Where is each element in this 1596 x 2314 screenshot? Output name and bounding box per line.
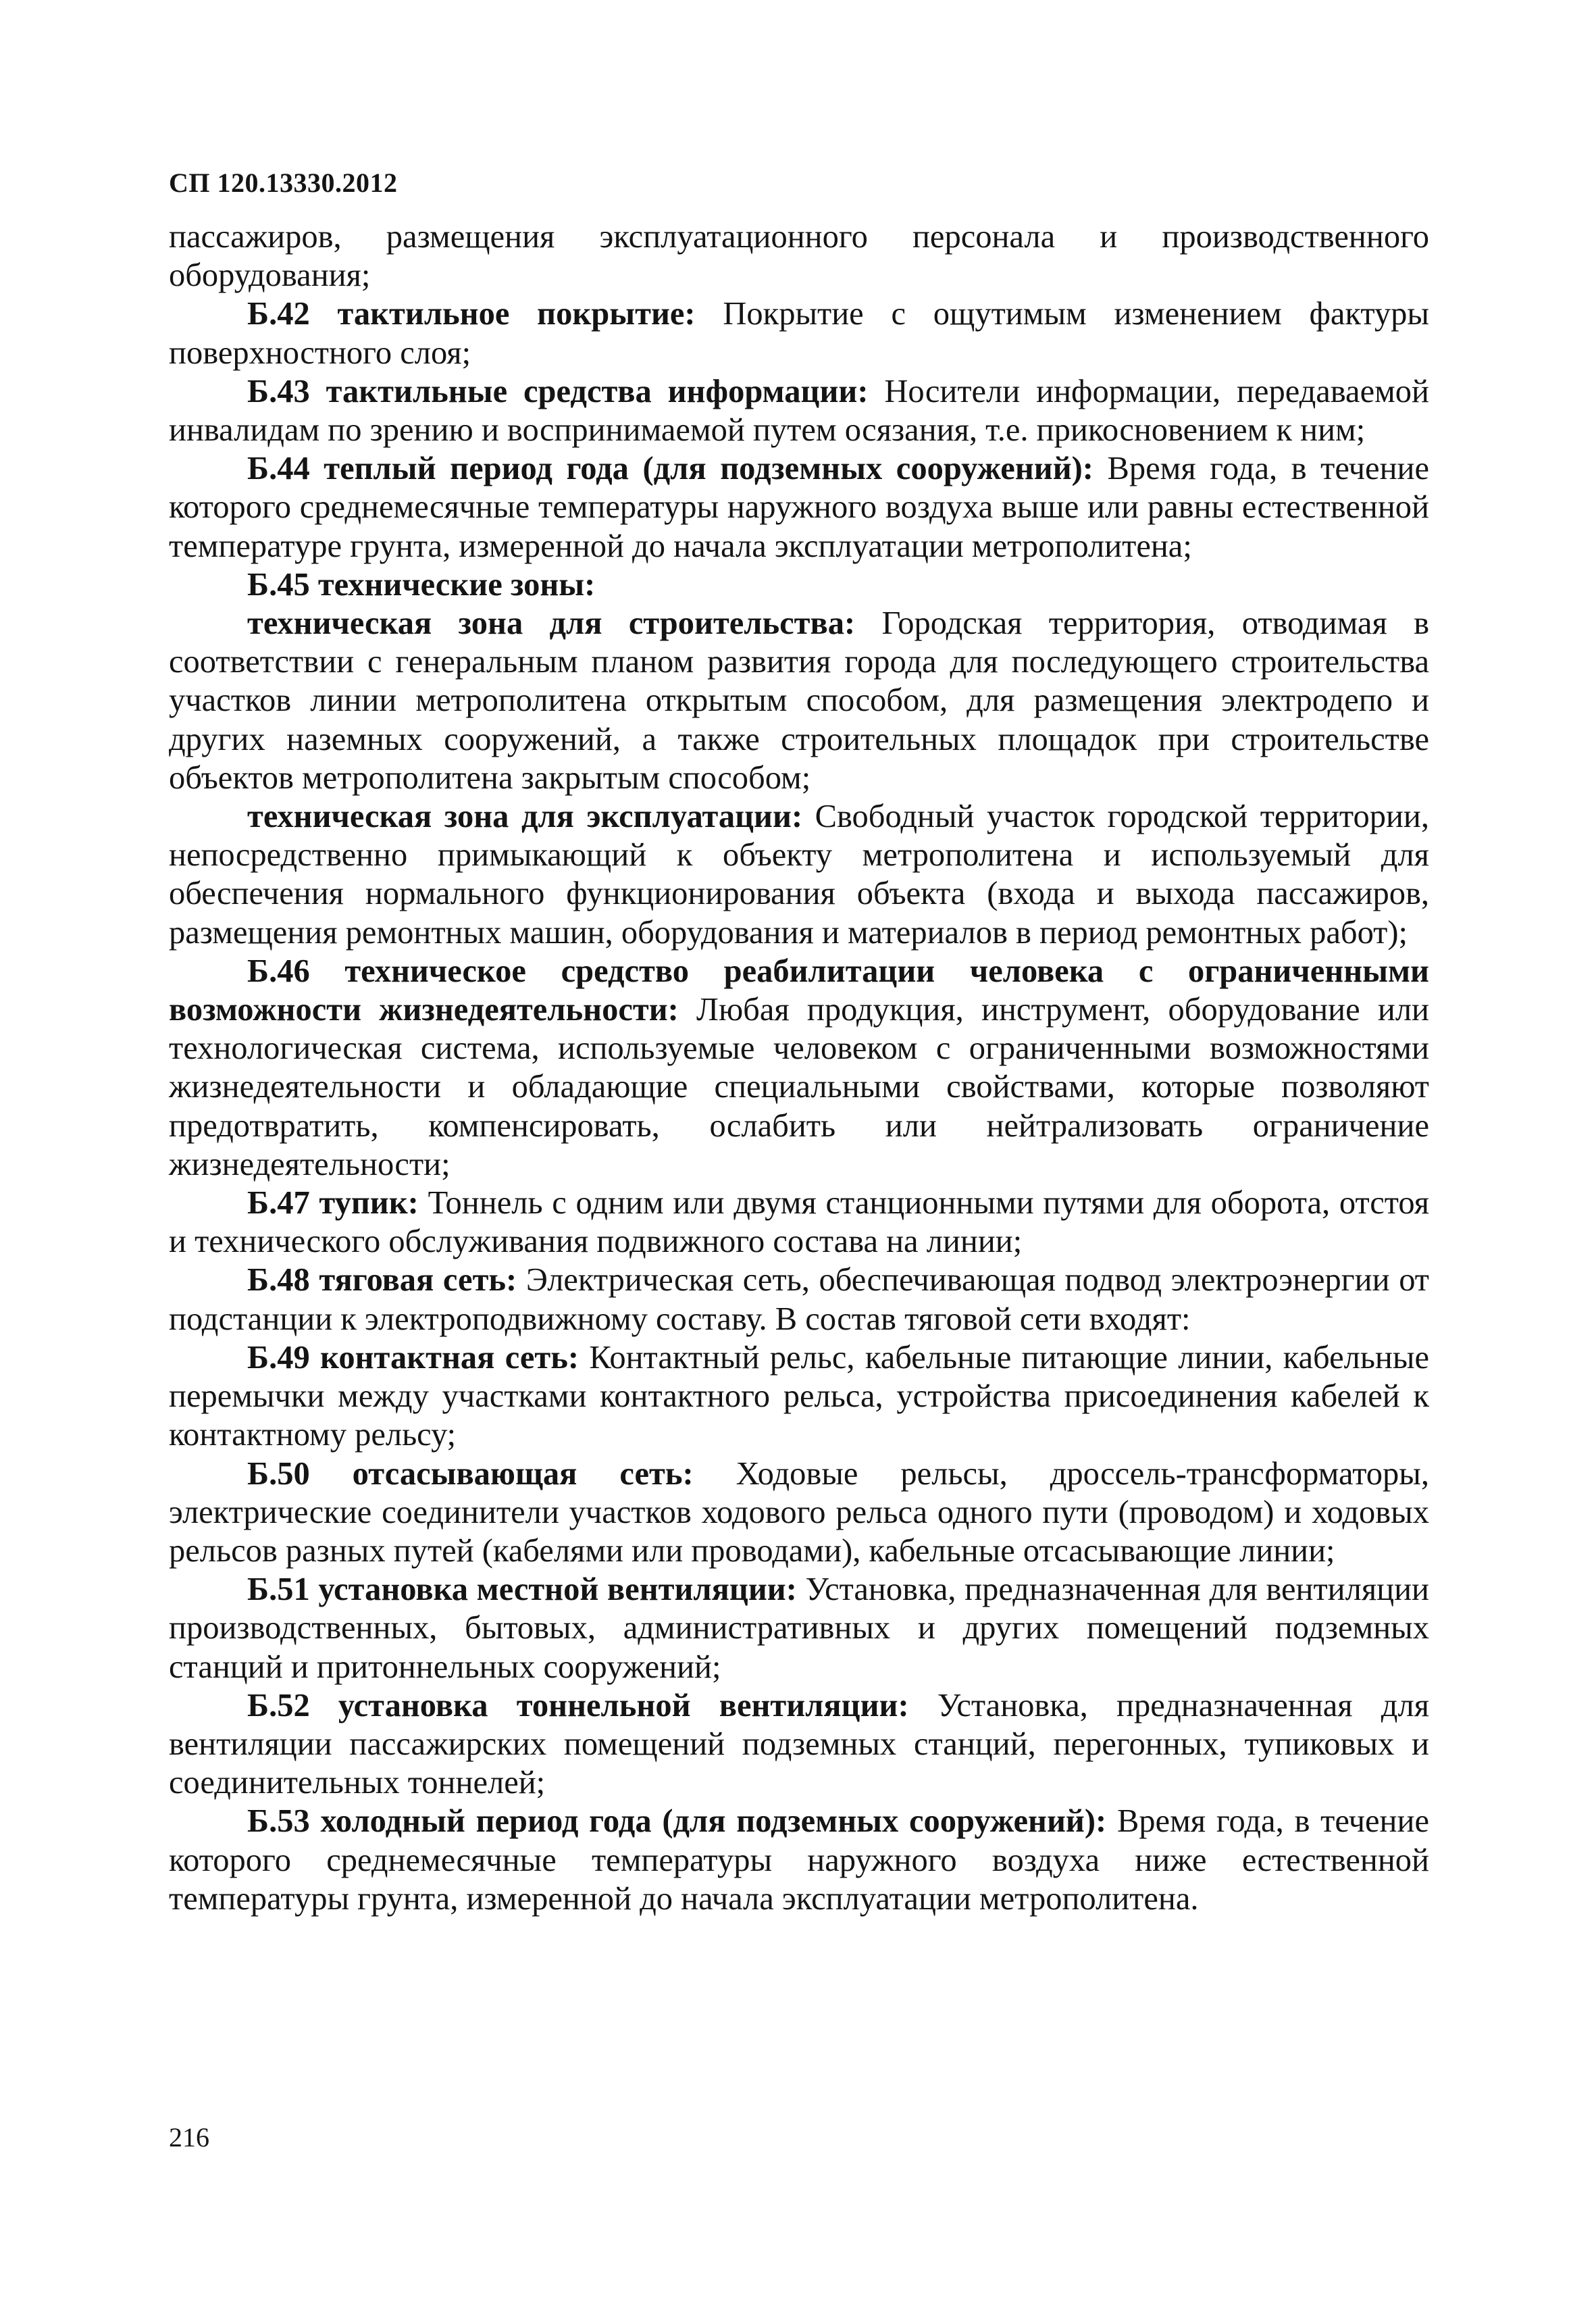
definition-term: Б.46 техническое средство реабилитации человека с ограниченными возможности жизнедеятельности: (169, 953, 1429, 1028)
definition-b42 (169, 295, 1429, 372)
definition-term: Б.49 контактная сеть: (247, 1339, 580, 1376)
definition-text: Свободный участок городской территории, непосредственно примыкающий к объекту метрополитена и используемый для обеспечения нормального функционирования объекта (входа и выхода пассажиров, размещения ремонтных машин, оборудования и материалов в период ремонтных работ); (169, 799, 1430, 951)
definition-text: Покрытие с ощутимым изменением фактуры поверхностного слоя; (169, 296, 1430, 371)
definition-text: Городская территория, отводимая в соответствии с генеральным планом развития города для последующего строительства участков линии метрополитена открытым способом, для размещения электродепо и других наземных сооружений, а также строительных площадок при строительстве объектов метрополитена закрытым способом; (169, 605, 1429, 796)
definition-b46 (169, 952, 1429, 1184)
definition-term: Б.53 холодный период года (для подземных сооружений): (247, 1803, 1107, 1840)
paragraph-text: пассажиров, размещения эксплуатационного персонала и производственного оборудования; (169, 219, 1429, 294)
definition-text: Электрическая сеть, обеспечивающая подвод электроэнергии от подстанции к электроподвижному составу. В состав тяговой сети входят: (169, 1262, 1429, 1337)
definition-term: Б.50 отсасывающая сеть: (247, 1455, 694, 1492)
page-number: 216 (169, 2122, 209, 2153)
definition-b53 (169, 1802, 1429, 1918)
definition-term: Б.47 тупик: (247, 1185, 419, 1222)
definition-b52 (169, 1686, 1429, 1803)
definition-term: техническая зона для строительства: (247, 605, 856, 642)
document-code-header: СП 120.13330.2012 (169, 168, 398, 198)
definition-text: Ходовые рельсы, дроссель-трансформаторы, электрические соединители участков ходового рельса одного пути (проводом) и ходовых рельсов разных путей (кабелями или проводами), кабельные отсасывающие линии; (169, 1455, 1430, 1569)
definition-term: Б.52 установка тоннельной вентиляции: (247, 1687, 909, 1724)
definition-text: Время года, в течение которого среднемесячные температуры наружного воздуха выше или равны естественной температуре грунта, измеренной до начала эксплуатации метрополитена; (169, 451, 1430, 564)
definition-term: техническая зона для эксплуатации: (247, 799, 803, 835)
definition-b49 (169, 1338, 1429, 1455)
definition-term: Б.51 установка местной вентиляции: (247, 1571, 797, 1608)
definition-b50 (169, 1455, 1429, 1571)
definition-term: Б.44 теплый период года (для подземных сооружений): (247, 451, 1093, 487)
definition-term: Б.48 тяговая сеть: (247, 1262, 517, 1299)
definition-text: Контактный рельс, кабельные питающие линии, кабельные перемычки между участками контактного рельса, устройства присоединения кабелей к контактному рельсу; (169, 1339, 1430, 1453)
definition-b43 (169, 372, 1429, 449)
definition-text: Тоннель с одним или двумя станционными путями для оборота, отстоя и технического обслуживания подвижного состава на линии; (169, 1185, 1429, 1260)
definition-b47 (169, 1184, 1429, 1261)
definition-text: Установка, предназначенная для вентиляции пассажирских помещений подземных станций, перегонных, тупиковых и соединительных тоннелей; (169, 1687, 1429, 1801)
definition-text: Время года, в течение которого среднемесячные температуры наружного воздуха ниже естественной температуры грунта, измеренной до начала эксплуатации метрополитена. (169, 1803, 1429, 1917)
definition-operation-zone (169, 797, 1429, 952)
definition-b48 (169, 1261, 1429, 1338)
definition-text: Любая продукция, инструмент, оборудование или технологическая система, используемые человеком с ограниченными возможностями жизнедеятельности и обладающие специальными свойствами, которые позволяют предотвратить, компенсировать, ослабить или нейтрализовать ограничение жизнедеятельности; (169, 992, 1429, 1182)
definition-construction-zone (169, 604, 1429, 797)
definition-term: Б.42 тактильное покрытие: (247, 296, 696, 332)
definition-term: Б.45 технические зоны: (247, 566, 596, 603)
definition-b44 (169, 449, 1429, 565)
definition-text: Носители информации, передаваемой инвалидам по зрению и воспринимаемой путем осязания, т.е. прикосновением к ним; (169, 373, 1430, 449)
paragraph-continuation (169, 218, 1429, 295)
definition-term: Б.43 тактильные средства информации: (247, 373, 869, 409)
definition-text: Установка, предназначенная для вентиляции производственных, бытовых, административных и других помещений подземных станций и притоннельных сооружений; (169, 1571, 1429, 1685)
definition-b45 (169, 565, 1429, 604)
document-body (169, 218, 1429, 1918)
definition-b51 (169, 1570, 1429, 1686)
